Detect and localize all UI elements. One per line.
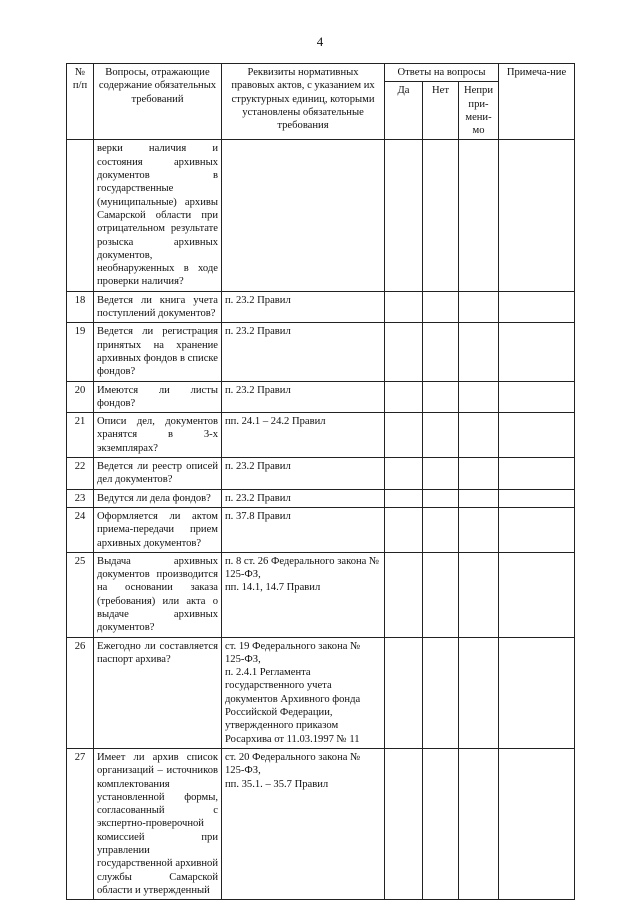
table-row xyxy=(67,507,575,552)
answer-no-cell xyxy=(423,413,459,458)
note-cell xyxy=(499,413,575,458)
answer-no-cell xyxy=(423,140,459,291)
note-cell xyxy=(499,140,575,291)
question-cell: Ведется ли реестр описей дел документов? xyxy=(94,458,222,490)
row-number: 20 xyxy=(67,381,94,413)
row-number xyxy=(67,140,94,291)
answer-yes-cell xyxy=(385,140,423,291)
note-cell xyxy=(499,637,575,748)
question-cell: Имеет ли архив список организаций – источников комплектования установленной формы, согласованный с экспертно-проверочной комиссией при управлении государственной архивной службы Самарской области и утвержденный xyxy=(94,748,222,899)
requisites-cell: п. 37.8 Правил xyxy=(222,507,385,552)
row-number: 25 xyxy=(67,552,94,637)
row-number: 23 xyxy=(67,489,94,507)
requisites-cell: п. 23.2 Правил xyxy=(222,381,385,413)
answer-yes-cell xyxy=(385,413,423,458)
table-row xyxy=(67,489,575,507)
table-row xyxy=(67,637,575,748)
requisites-cell: ст. 19 Федерального закона № 125-ФЗ, п. 2.4.1 Регламента государственного учета документов Архивного фонда Российской Федерации, утвержденного приказом Росархива от 11.03.1997 № 11 xyxy=(222,637,385,748)
answer-no-cell xyxy=(423,291,459,323)
answer-yes-cell xyxy=(385,552,423,637)
row-number: 21 xyxy=(67,413,94,458)
table-body xyxy=(67,140,575,900)
header-yes: Да xyxy=(385,82,423,140)
table-row xyxy=(67,413,575,458)
page-number: 4 xyxy=(316,34,324,49)
header-answers: Ответы на вопросы xyxy=(385,64,499,82)
answer-no-cell xyxy=(423,323,459,381)
requisites-cell: п. 23.2 Правил xyxy=(222,458,385,490)
requisites-cell: п. 23.2 Правил xyxy=(222,323,385,381)
note-cell xyxy=(499,458,575,490)
note-cell xyxy=(499,291,575,323)
requisites-cell: п. 8 ст. 26 Федерального закона № 125-ФЗ, пп. 14.1, 14.7 Правил xyxy=(222,552,385,637)
question-cell: Описи дел, документов хранятся в 3-х экземплярах? xyxy=(94,413,222,458)
answer-yes-cell xyxy=(385,748,423,899)
question-cell: Оформляется ли актом приема-передачи прием архивных документов? xyxy=(94,507,222,552)
answer-na-cell xyxy=(459,489,499,507)
answer-na-cell xyxy=(459,291,499,323)
row-number: 24 xyxy=(67,507,94,552)
answer-no-cell xyxy=(423,489,459,507)
header-not-applicable: Непри при-мени-мо xyxy=(459,82,499,140)
question-cell: Ведется ли книга учета поступлений документов? xyxy=(94,291,222,323)
answer-no-cell xyxy=(423,507,459,552)
answer-na-cell xyxy=(459,552,499,637)
header-note: Примеча-ние xyxy=(499,64,575,140)
table-row xyxy=(67,748,575,899)
answer-yes-cell xyxy=(385,637,423,748)
table-row xyxy=(67,458,575,490)
checklist-table xyxy=(66,63,575,900)
answer-yes-cell xyxy=(385,381,423,413)
note-cell xyxy=(499,323,575,381)
note-cell xyxy=(499,552,575,637)
row-number: 19 xyxy=(67,323,94,381)
table-row xyxy=(67,291,575,323)
question-cell: Имеются ли листы фондов? xyxy=(94,381,222,413)
answer-no-cell xyxy=(423,637,459,748)
header-question: Вопросы, отражающие содержание обязательных требований xyxy=(94,64,222,140)
note-cell xyxy=(499,489,575,507)
table-row xyxy=(67,140,575,291)
question-cell: Ежегодно ли составляется паспорт архива? xyxy=(94,637,222,748)
row-number: 27 xyxy=(67,748,94,899)
header-num: № п/п xyxy=(67,64,94,140)
requisites-cell xyxy=(222,140,385,291)
answer-yes-cell xyxy=(385,291,423,323)
note-cell xyxy=(499,381,575,413)
question-cell: Выдача архивных документов производится на основании заказа (требования) или акта о выдаче архивных документов? xyxy=(94,552,222,637)
answer-yes-cell xyxy=(385,507,423,552)
note-cell xyxy=(499,507,575,552)
header-requisites: Реквизиты нормативных правовых актов, с указанием их структурных единиц, которыми установлены обязательные требования xyxy=(222,64,385,140)
table-row xyxy=(67,323,575,381)
answer-yes-cell xyxy=(385,489,423,507)
answer-na-cell xyxy=(459,413,499,458)
answer-na-cell xyxy=(459,637,499,748)
table-row xyxy=(67,381,575,413)
question-cell: верки наличия и состояния архивных документов в государственные (муниципальные) архивы Самарской области при отрицательном результате розыска архивных документов, необнаруженных в ходе проверки наличия? xyxy=(94,140,222,291)
answer-no-cell xyxy=(423,381,459,413)
answer-na-cell xyxy=(459,140,499,291)
answer-no-cell xyxy=(423,748,459,899)
requisites-cell: п. 23.2 Правил xyxy=(222,489,385,507)
requisites-cell: п. 23.2 Правил xyxy=(222,291,385,323)
requisites-cell: пп. 24.1 – 24.2 Правил xyxy=(222,413,385,458)
answer-no-cell xyxy=(423,552,459,637)
header-no: Нет xyxy=(423,82,459,140)
question-cell: Ведется ли регистрация принятых на хранение архивных фондов в списке фондов? xyxy=(94,323,222,381)
note-cell xyxy=(499,748,575,899)
row-number: 18 xyxy=(67,291,94,323)
answer-na-cell xyxy=(459,323,499,381)
requisites-cell: ст. 20 Федерального закона № 125-ФЗ, пп. 35.1. – 35.7 Правил xyxy=(222,748,385,899)
answer-na-cell xyxy=(459,381,499,413)
answer-na-cell xyxy=(459,458,499,490)
answer-na-cell xyxy=(459,748,499,899)
row-number: 22 xyxy=(67,458,94,490)
table-row xyxy=(67,552,575,637)
answer-na-cell xyxy=(459,507,499,552)
answer-no-cell xyxy=(423,458,459,490)
answer-yes-cell xyxy=(385,458,423,490)
row-number: 26 xyxy=(67,637,94,748)
answer-yes-cell xyxy=(385,323,423,381)
question-cell: Ведутся ли дела фондов? xyxy=(94,489,222,507)
